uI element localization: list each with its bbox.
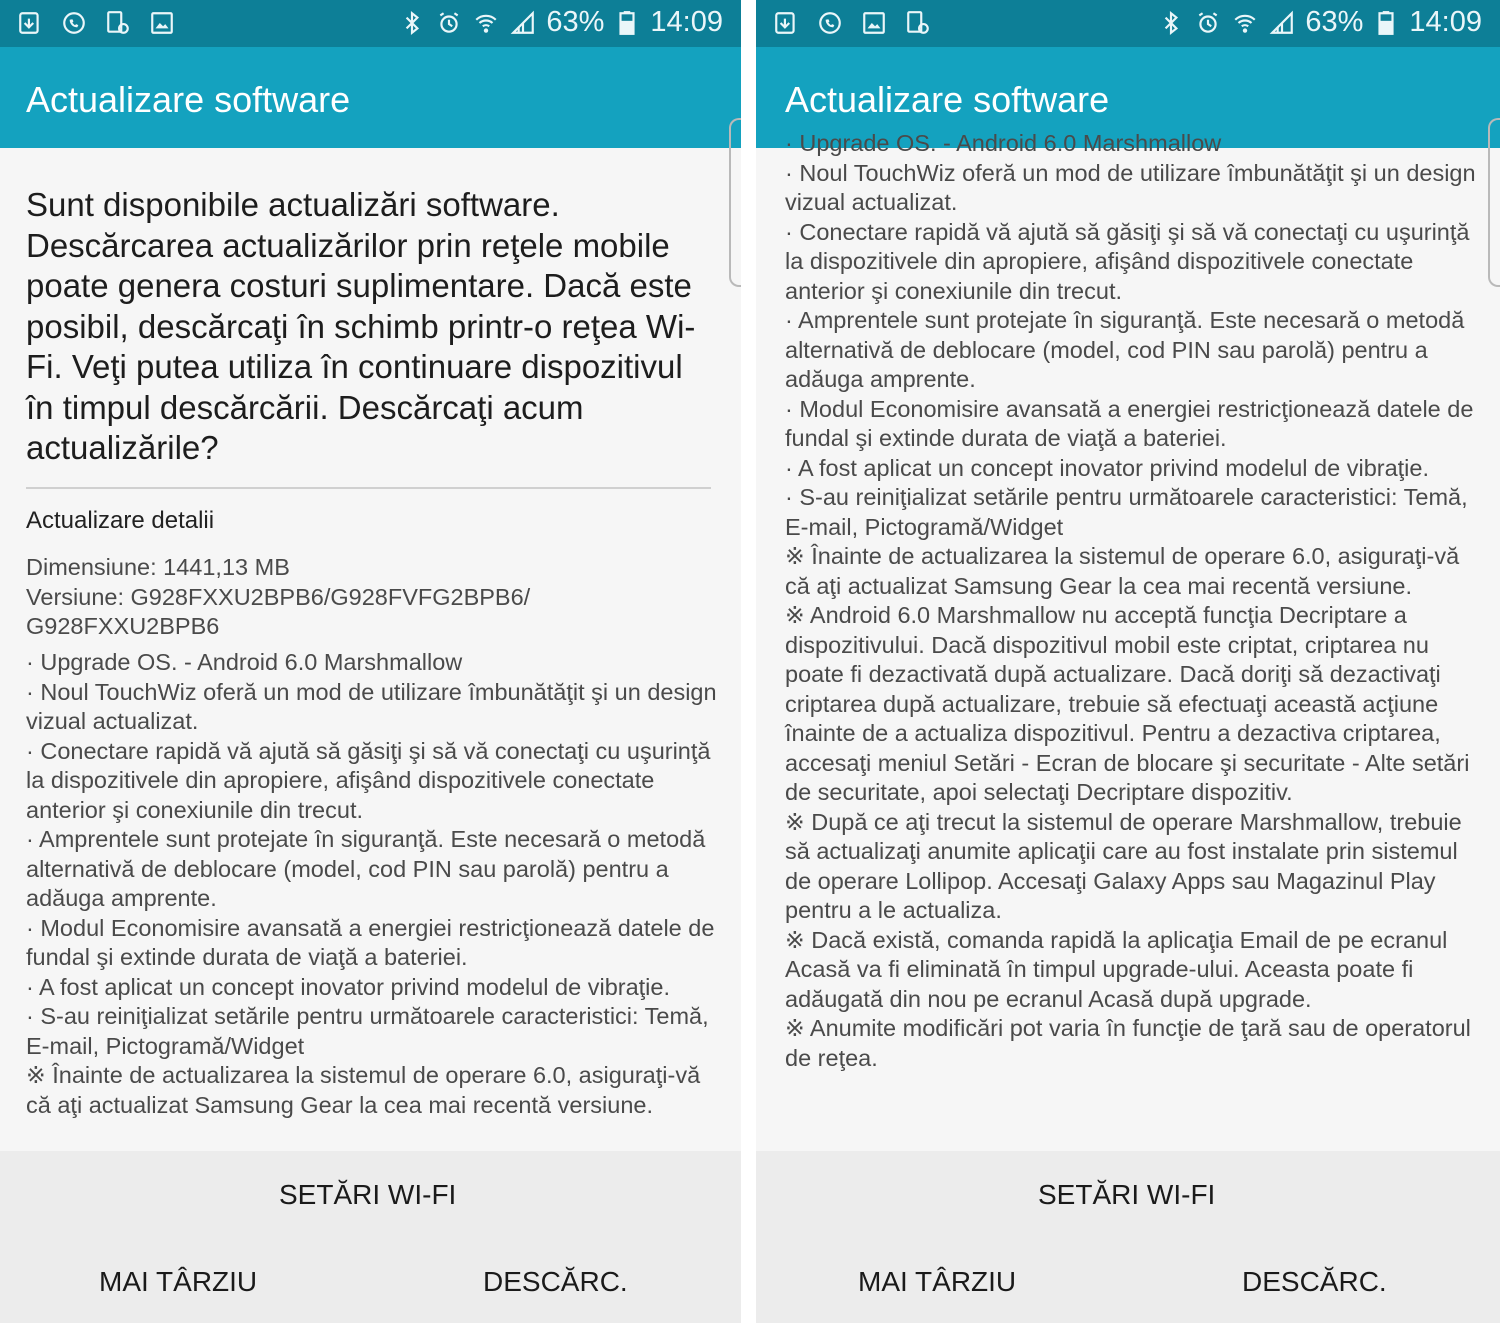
later-button[interactable]: MAI TÂRZIU bbox=[858, 1266, 1017, 1297]
download-notification-icon bbox=[16, 9, 44, 37]
battery-icon bbox=[613, 9, 641, 37]
details-version: Versiune: G928FXXU2BPB6/G928FVFG2BPB6/ G928FXXU2BPB6 bbox=[26, 583, 531, 639]
later-button[interactable]: MAI TÂRZIU bbox=[99, 1266, 258, 1297]
release-note: · Upgrade OS. - Android 6.0 Marshmallow bbox=[785, 130, 1222, 156]
image-icon bbox=[860, 9, 888, 37]
download-button[interactable]: DESCĂRC. bbox=[1242, 1266, 1387, 1297]
whatsapp-icon bbox=[816, 9, 844, 37]
signal-icon bbox=[509, 9, 537, 37]
release-note: · A fost aplicat un concept inovator privind modelul de vibraţie. bbox=[785, 454, 1430, 481]
release-note: · S-au reiniţializat setările pentru următoarele caracteristici: Temă, E-mail, Pictogramă/Widget bbox=[26, 1003, 709, 1059]
battery-percent: 63% bbox=[546, 6, 605, 38]
divider bbox=[26, 487, 711, 489]
alarm-icon bbox=[1194, 9, 1222, 37]
bluetooth-icon bbox=[398, 9, 426, 37]
edge-panel-handle[interactable] bbox=[1488, 118, 1500, 287]
content-area[interactable] bbox=[0, 148, 741, 1151]
details-size: Dimensiune: 1441,13 MB bbox=[26, 554, 290, 580]
download-button[interactable]: DESCĂRC. bbox=[483, 1266, 628, 1297]
release-note: · Conectare rapidă vă ajută să găsiţi şi să vă conectaţi cu uşurinţă la dispozitivele din apropiere, afişând dispozitivele conectate anterior şi conexiunile din trecut. bbox=[785, 218, 1470, 304]
details-meta bbox=[26, 553, 716, 642]
wifi-settings-button[interactable]: SETĂRI WI-FI bbox=[1038, 1179, 1216, 1210]
button-panel bbox=[0, 1151, 741, 1323]
release-note: ※ Dacă există, comanda rapidă la aplicaţia Email de pe ecranul Acasă va fi eliminată în timpul upgrade-ului. Aceasta poate fi adăugată din nou pe ecranul Acasă după upgrade. bbox=[785, 926, 1448, 1012]
file-transfer-icon bbox=[904, 9, 932, 37]
release-notes bbox=[785, 129, 1485, 1073]
release-note: · Upgrade OS. - Android 6.0 Marshmallow bbox=[26, 649, 463, 675]
release-note: · S-au reiniţializat setările pentru următoarele caracteristici: Temă, E-mail, Pictogramă/Widget bbox=[785, 484, 1468, 540]
screen-right bbox=[756, 0, 1500, 1323]
content-area-scrolled[interactable] bbox=[756, 130, 1500, 1151]
whatsapp-icon bbox=[60, 9, 88, 37]
wifi-icon bbox=[472, 9, 500, 37]
clock: 14:09 bbox=[1409, 6, 1482, 38]
release-note: · Conectare rapidă vă ajută să găsiţi şi să vă conectaţi cu uşurinţă la dispozitivele din apropiere, afişând dispozitivele conectate anterior şi conexiunile din trecut. bbox=[26, 737, 711, 823]
bluetooth-icon bbox=[1157, 9, 1185, 37]
battery-icon bbox=[1372, 9, 1400, 37]
update-message: Sunt disponibile actualizări software. Descărcarea actualizărilor prin reţele mobile poate genera costuri suplimentare. Dacă este posibil, descărcaţi în schimb printr-o reţea Wi-Fi. Veţi putea utiliza în continuare dispozitivul în timpul descărcării. Descărcaţi acum actualizările? bbox=[26, 186, 696, 466]
wifi-settings-button[interactable]: SETĂRI WI-FI bbox=[279, 1179, 457, 1210]
release-note: ※ Înainte de actualizarea la sistemul de operare 6.0, asiguraţi-vă că aţi actualizat Samsung Gear la cea mai recentă versiune. bbox=[26, 1062, 701, 1118]
release-note: ※ Înainte de actualizarea la sistemul de operare 6.0, asiguraţi-vă că aţi actualizat Samsung Gear la cea mai recentă versiune. bbox=[785, 543, 1460, 599]
battery-percent: 63% bbox=[1305, 6, 1364, 38]
edge-panel-handle[interactable] bbox=[729, 118, 741, 287]
page-title: Actualizare software bbox=[26, 79, 351, 120]
clock: 14:09 bbox=[650, 6, 723, 38]
alarm-icon bbox=[435, 9, 463, 37]
app-bar bbox=[0, 47, 741, 148]
status-bar bbox=[756, 0, 1500, 47]
release-notes bbox=[26, 648, 721, 1120]
button-panel bbox=[756, 1151, 1500, 1323]
download-notification-icon bbox=[772, 9, 800, 37]
release-note: · A fost aplicat un concept inovator privind modelul de vibraţie. bbox=[26, 973, 671, 1000]
release-note: · Noul TouchWiz oferă un mod de utilizare îmbunătăţit şi un design vizual actualizat. bbox=[26, 678, 717, 734]
release-note: · Amprentele sunt protejate în siguranţă. Este necesară o metodă alternativă de deblocare (model, cod PIN sau parolă) pentru a adăuga amprente. bbox=[26, 826, 706, 911]
release-note: ※ Android 6.0 Marshmallow nu acceptă funcţia Decriptare a dispozitivului. Dacă dispozitivul mobil este criptat, criptarea nu poate fi dezactivată după actualizare. Dacă doriţi să dezactivaţi criptarea după actualizare, trebuie să efectuaţi această acţiune înainte de a actualiza dispozitivul. Pentru a dezactiva criptarea, accesaţi meniul Setări - Ecran de blocare şi securitate - Alte setări de securitate, apoi selectaţi Decriptare dispozitiv. bbox=[785, 602, 1470, 805]
wifi-icon bbox=[1231, 9, 1259, 37]
release-note: · Modul Economisire avansată a energiei restricţionează datele de fundal şi extinde durata de viaţă a bateriei. bbox=[26, 914, 715, 970]
release-note: · Noul TouchWiz oferă un mod de utilizare îmbunătăţit şi un design vizual actualizat. bbox=[785, 159, 1476, 215]
signal-icon bbox=[1268, 9, 1296, 37]
release-note: ※ Anumite modificări pot varia în funcţie de ţară sau de operatorul de reţea. bbox=[785, 1015, 1471, 1071]
page-title: Actualizare software bbox=[785, 79, 1110, 120]
file-transfer-icon bbox=[104, 9, 132, 37]
screen-left bbox=[0, 0, 741, 1323]
release-note: ※ După ce aţi trecut la sistemul de operare Marshmallow, trebuie să actualizaţi anumite aplicaţii care au fost instalate prin sistemul de operare Lollipop. Accesaţi Galaxy Apps sau Magazinul Play pentru a le actualiza. bbox=[785, 808, 1462, 923]
release-note: · Amprentele sunt protejate în siguranţă. Este necesară o metodă alternativă de deblocare (model, cod PIN sau parolă) pentru a adăuga amprente. bbox=[785, 307, 1465, 392]
release-note: · Modul Economisire avansată a energiei restricţionează datele de fundal şi extinde durata de viaţă a bateriei. bbox=[785, 395, 1474, 451]
status-bar bbox=[0, 0, 741, 47]
image-icon bbox=[148, 9, 176, 37]
details-title: Actualizare detalii bbox=[26, 507, 215, 534]
